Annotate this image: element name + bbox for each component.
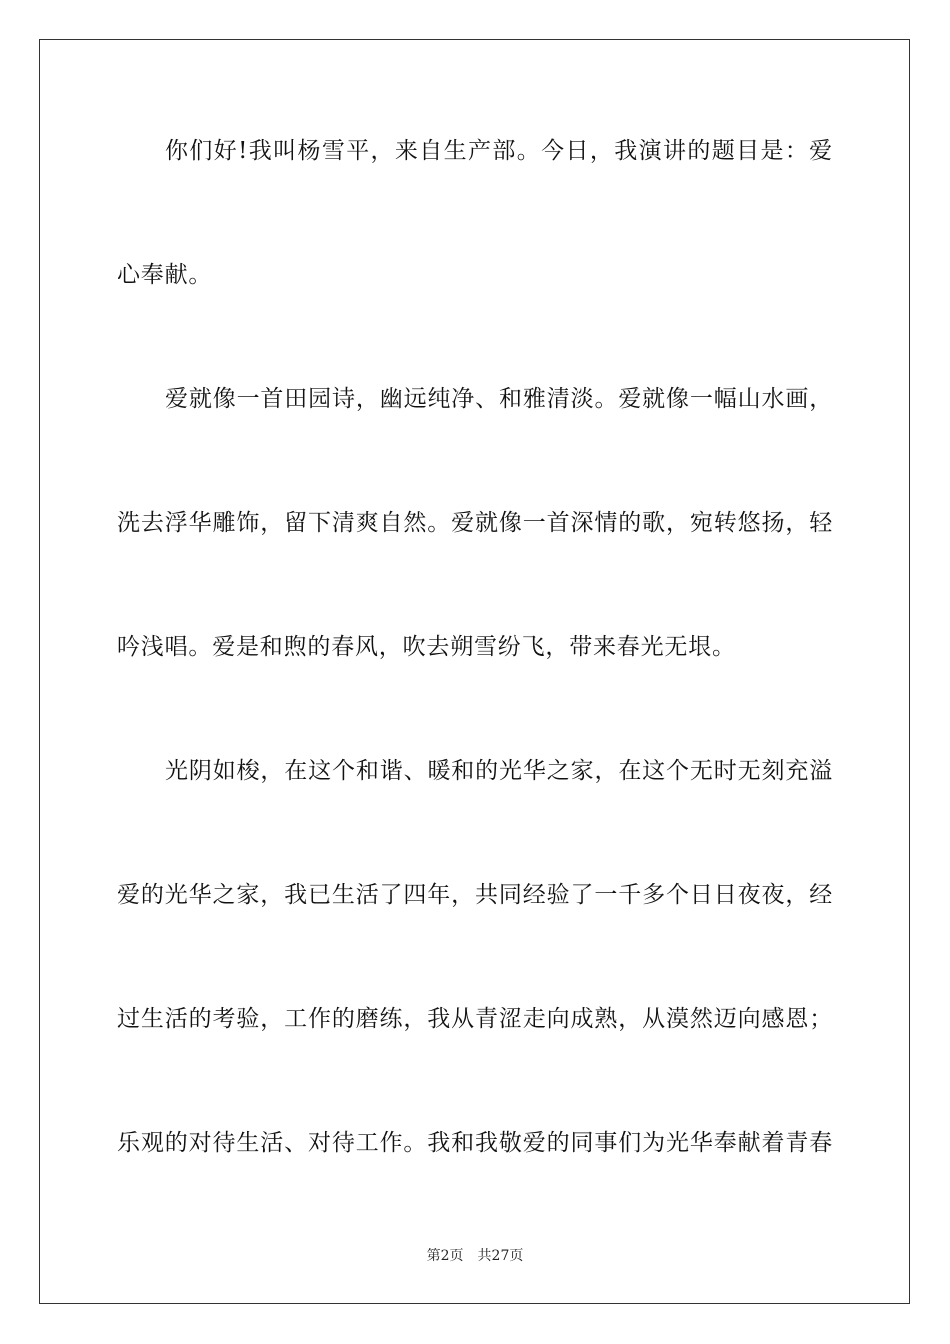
- paragraph-3-line-3: 过生活的考验，工作的磨练，我从青涩走向成熟，从漠然迈向感恩；: [117, 1006, 833, 1032]
- paragraph-2-line-2: 洗去浮华雕饰，留下清爽自然。爱就像一首深情的歌，宛转悠扬，轻: [117, 510, 833, 536]
- page-number-total: 共27页: [477, 1248, 524, 1264]
- page-number-current: 第2页: [426, 1248, 464, 1264]
- page-frame: [39, 39, 910, 1304]
- paragraph-1-line-2: 心奉献。: [117, 262, 213, 288]
- paragraph-3-line-4: 乐观的对待生活、对待工作。我和我敬爱的同事们为光华奉献着青春: [117, 1130, 833, 1156]
- page-footer: [0, 1247, 950, 1265]
- paragraph-2-line-3: 吟浅唱。爱是和煦的春风，吹去朔雪纷飞，带来春光无垠。: [117, 634, 736, 660]
- paragraph-2-line-1: 爱就像一首田园诗，幽远纯净、和雅清淡。爱就像一幅山水画，: [165, 386, 833, 412]
- paragraph-3-line-2: 爱的光华之家，我已生活了四年，共同经验了一千多个日日夜夜，经: [117, 882, 833, 908]
- paragraph-1-line-1: 你们好!我叫杨雪平，来自生产部。今日，我演讲的题目是：爱: [165, 138, 833, 164]
- paragraph-3-line-1: 光阴如梭，在这个和谐、暖和的光华之家，在这个无时无刻充溢: [165, 758, 833, 784]
